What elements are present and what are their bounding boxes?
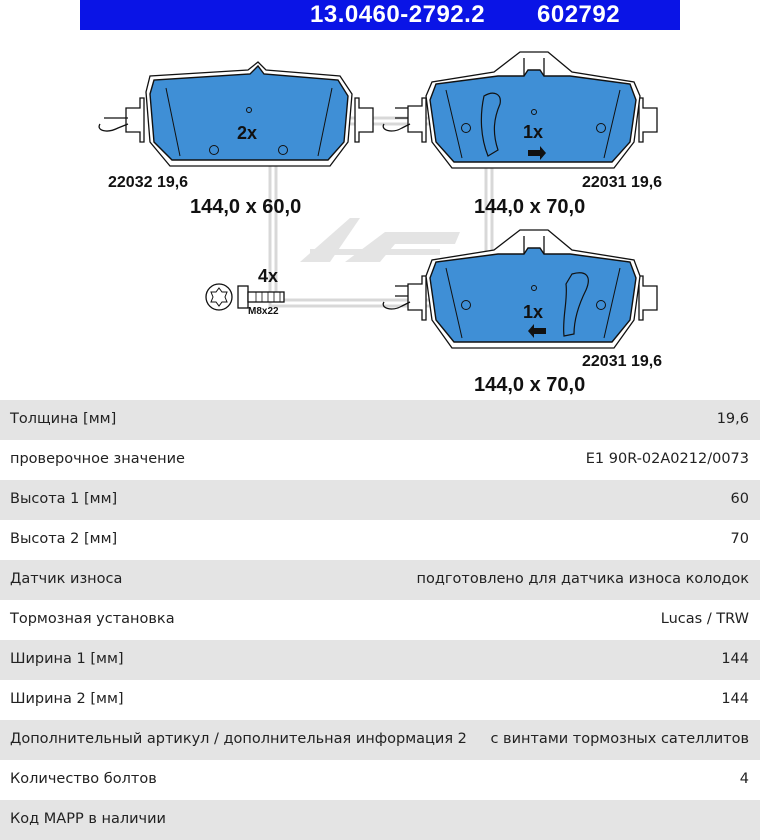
spec-row bbox=[0, 480, 760, 520]
spec-value: подготовлено для датчика износа колодок bbox=[416, 571, 749, 587]
spec-row bbox=[0, 640, 760, 680]
brake-pad-schematic bbox=[0, 0, 760, 400]
spec-value: 60 bbox=[730, 491, 749, 507]
pad-right-top-qty: 1x bbox=[523, 122, 544, 142]
spec-row bbox=[0, 400, 760, 440]
spec-label: Высота 1 [мм] bbox=[10, 491, 118, 507]
spec-value: E1 90R-02A0212/0073 bbox=[585, 451, 749, 467]
spec-table bbox=[0, 400, 760, 840]
bolt-qty: 4x bbox=[258, 266, 279, 286]
item-number: 602792 bbox=[537, 1, 621, 28]
pad-right-top bbox=[383, 52, 657, 168]
spec-label: Код MAPP в наличии bbox=[10, 811, 166, 827]
pad-right-top-dims: 144,0 x 70,0 bbox=[474, 196, 586, 218]
pad-right-bottom bbox=[383, 230, 657, 348]
spec-row bbox=[0, 680, 760, 720]
spec-label: проверочное значение bbox=[10, 451, 185, 467]
spec-value: 144 bbox=[721, 651, 749, 667]
pad-left-dims: 144,0 x 60,0 bbox=[190, 196, 302, 218]
pad-right-bottom-code: 22031 19,6 bbox=[582, 353, 663, 370]
spec-label: Высота 2 [мм] bbox=[10, 531, 118, 547]
spec-row bbox=[0, 760, 760, 800]
spec-label: Ширина 1 [мм] bbox=[10, 651, 124, 667]
spec-row bbox=[0, 560, 760, 600]
spec-label: Датчик износа bbox=[10, 571, 123, 587]
spec-value: 144 bbox=[721, 691, 749, 707]
pad-right-top-code: 22031 19,6 bbox=[582, 174, 663, 191]
spec-value: 4 bbox=[739, 771, 749, 787]
spec-row bbox=[0, 600, 760, 640]
spec-label: Дополнительный артикул / дополнительная информация 2 bbox=[10, 731, 467, 747]
spec-label: Ширина 2 [мм] bbox=[10, 691, 124, 707]
pad-left bbox=[99, 62, 373, 166]
spec-value: 70 bbox=[730, 531, 749, 547]
spec-label: Количество болтов bbox=[10, 771, 157, 787]
bolt-size: M8x22 bbox=[248, 306, 279, 317]
spec-label: Тормозная установка bbox=[10, 611, 175, 627]
spec-row bbox=[0, 440, 760, 480]
pad-left-code: 22032 19,6 bbox=[108, 174, 189, 191]
spec-value: 19,6 bbox=[716, 411, 749, 427]
product-drawing bbox=[0, 0, 760, 400]
pad-left-qty: 2x bbox=[237, 123, 258, 143]
article-number: 13.0460-2792.2 bbox=[310, 1, 486, 28]
spec-row bbox=[0, 720, 760, 760]
pad-right-bottom-dims: 144,0 x 70,0 bbox=[474, 374, 586, 396]
spec-row bbox=[0, 520, 760, 560]
spec-value: Lucas / TRW bbox=[660, 611, 749, 627]
spec-row bbox=[0, 800, 760, 840]
spec-label: Толщина [мм] bbox=[10, 411, 117, 427]
spec-value: с винтами тормозных сателлитов bbox=[490, 731, 749, 747]
pad-right-bottom-qty: 1x bbox=[523, 302, 544, 322]
